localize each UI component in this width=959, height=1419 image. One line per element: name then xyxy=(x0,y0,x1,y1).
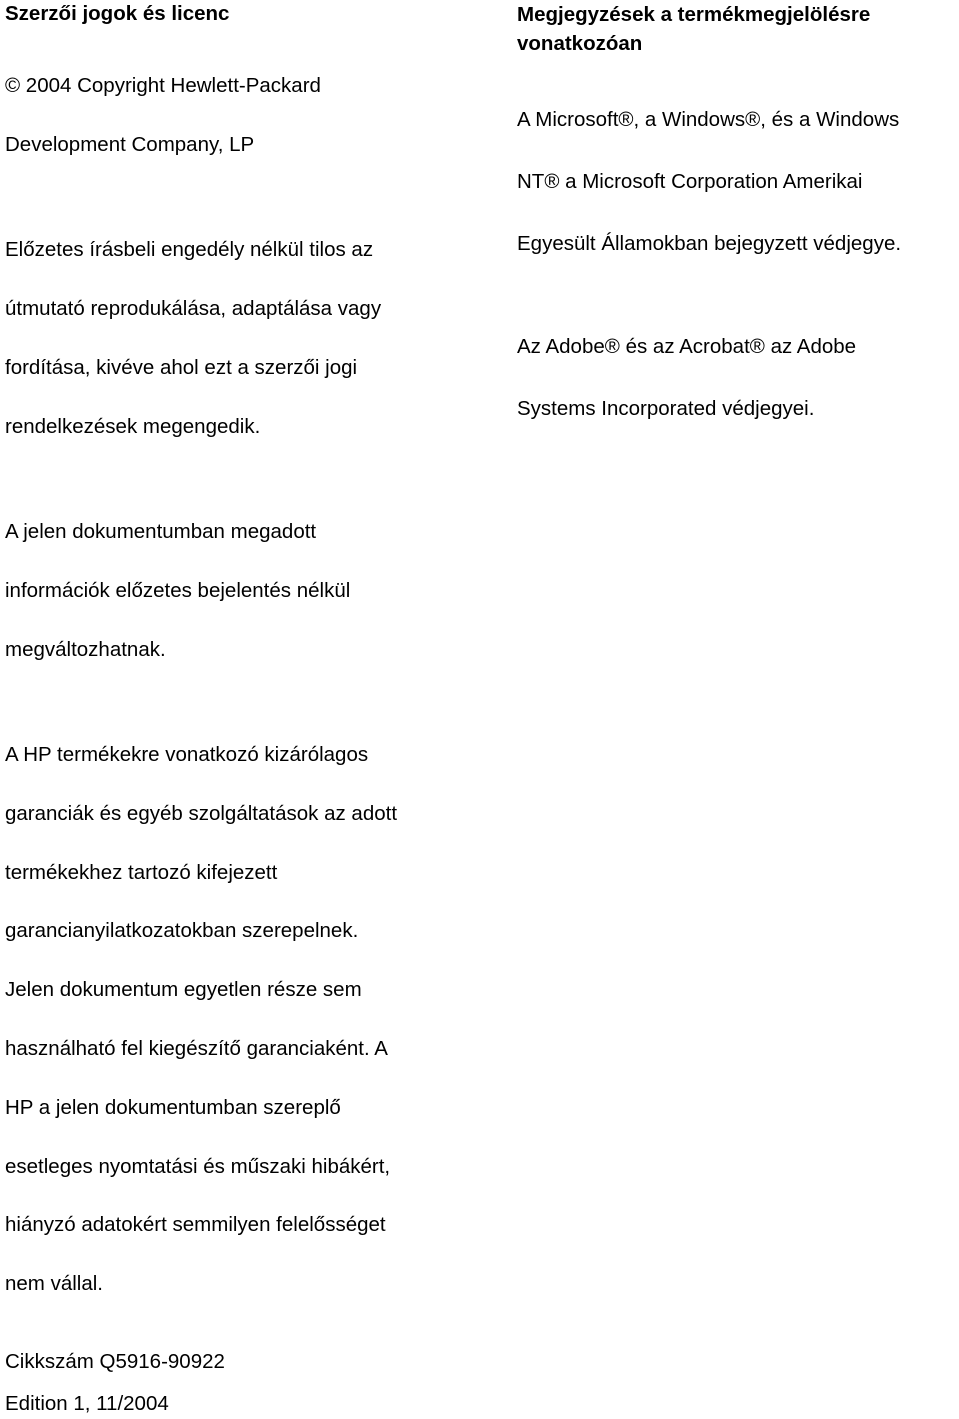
notice-line: megváltozhatnak. xyxy=(5,637,166,661)
left-column xyxy=(5,0,475,1419)
warranty-line: termékekhez tartozó kifejezett xyxy=(5,860,278,884)
trademark-notices-heading xyxy=(517,0,957,58)
heading-line: Megjegyzések a termékmegjelölésre xyxy=(517,3,871,26)
microsoft-trademark-paragraph xyxy=(517,73,957,290)
copyright-license-heading: Szerzői jogok és licenc xyxy=(5,2,230,25)
warranty-paragraph xyxy=(5,711,475,1329)
warranty-line: A HP termékekre vonatkozó kizárólagos xyxy=(5,742,369,766)
warranty-line: HP a jelen dokumentumban szereplő xyxy=(5,1095,341,1119)
permission-line: rendelkezések megengedik. xyxy=(5,414,261,438)
notice-line: információk előzetes bejelentés nélkül xyxy=(5,578,351,602)
warranty-line: esetleges nyomtatási és műszaki hibákért, xyxy=(5,1154,391,1178)
notice-line: A jelen dokumentumban megadott xyxy=(5,520,317,544)
copyright-statement xyxy=(5,42,475,189)
trademark-line: Systems Incorporated védjegyei. xyxy=(517,397,815,420)
permission-line: útmutató reprodukálása, adaptálása vagy xyxy=(5,297,382,321)
edition-info: Edition 1, 11/2004 xyxy=(5,1392,169,1416)
change-notice-paragraph xyxy=(5,488,475,694)
heading-line: vonatkozóan xyxy=(517,32,643,55)
trademark-line: Egyesült Államokban bejegyzett védjegye. xyxy=(517,232,902,255)
warranty-line: használható fel kiegészítő garanciaként. A xyxy=(5,1037,388,1060)
trademark-line: A Microsoft®, a Windows®, és a Windows xyxy=(517,108,900,131)
warranty-line: Jelen dokumentum egyetlen része sem xyxy=(5,978,362,1002)
warranty-line: nem vállal. xyxy=(5,1272,103,1296)
right-column xyxy=(517,0,957,455)
trademark-line: Az Adobe® és az Acrobat® az Adobe xyxy=(517,335,857,358)
permission-paragraph xyxy=(5,206,475,471)
copyright-line: Development Company, LP xyxy=(5,133,255,157)
adobe-trademark-paragraph xyxy=(517,300,957,455)
warranty-line: garanciák és egyéb szolgáltatások az adott xyxy=(5,801,398,825)
warranty-line: hiányzó adatokért semmilyen felelősséget xyxy=(5,1213,386,1237)
permission-line: fordítása, kivéve ahol ezt a szerzői jogi xyxy=(5,356,358,380)
copyright-line: © 2004 Copyright Hewlett-Packard xyxy=(5,74,321,98)
permission-line: Előzetes írásbeli engedély nélkül tilos az xyxy=(5,238,374,262)
trademark-line: NT® a Microsoft Corporation Amerikai xyxy=(517,170,863,193)
warranty-line: garancianyilatkozatokban szerepelnek. xyxy=(5,919,359,943)
part-number: Cikkszám Q5916-90922 xyxy=(5,1350,225,1374)
